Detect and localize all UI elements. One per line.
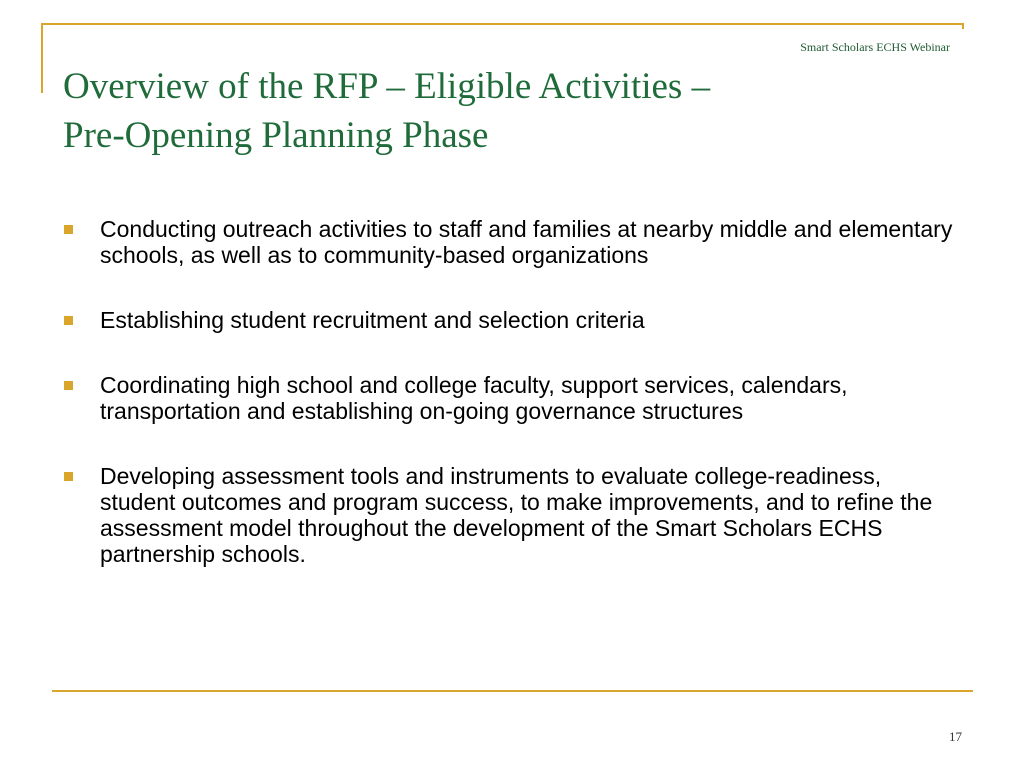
bullet-item: [62, 463, 957, 567]
square-bullet-icon: [64, 381, 73, 390]
slide-title-line-2: Pre-Opening Planning Phase: [63, 115, 489, 156]
header-note: Smart Scholars ECHS Webinar: [800, 40, 950, 54]
bullet-text: Establishing student recruitment and selection criteria: [100, 307, 645, 333]
slide-title-line-1: Overview of the RFP – Eligible Activities –: [63, 66, 711, 107]
page-number: 17: [949, 729, 962, 744]
bullet-item: [62, 307, 957, 333]
square-bullet-icon: [64, 472, 73, 481]
right-frame-tick: [962, 23, 964, 29]
bullet-text: Conducting outreach activities to staff and families at nearby middle and elementary schools, as well as to community-based organizations: [100, 216, 953, 268]
bullet-text: Coordinating high school and college faculty, support services, calendars, transportation and establishing on-going governance structures: [100, 372, 848, 424]
bullet-item: [62, 372, 957, 424]
square-bullet-icon: [64, 316, 73, 325]
left-frame-line: [41, 23, 43, 93]
top-frame-line: [41, 23, 964, 25]
bullet-item: [62, 216, 957, 268]
bullet-list: [62, 216, 957, 606]
bullet-text: Developing assessment tools and instruments to evaluate college-readiness, student outcomes and program success, to make improvements, and to refine the assessment model throughout the development of the Smart Scholars ECHS partnership schools.: [100, 463, 933, 567]
slide-title: [63, 62, 963, 160]
square-bullet-icon: [64, 225, 73, 234]
footer-rule: [52, 690, 973, 692]
